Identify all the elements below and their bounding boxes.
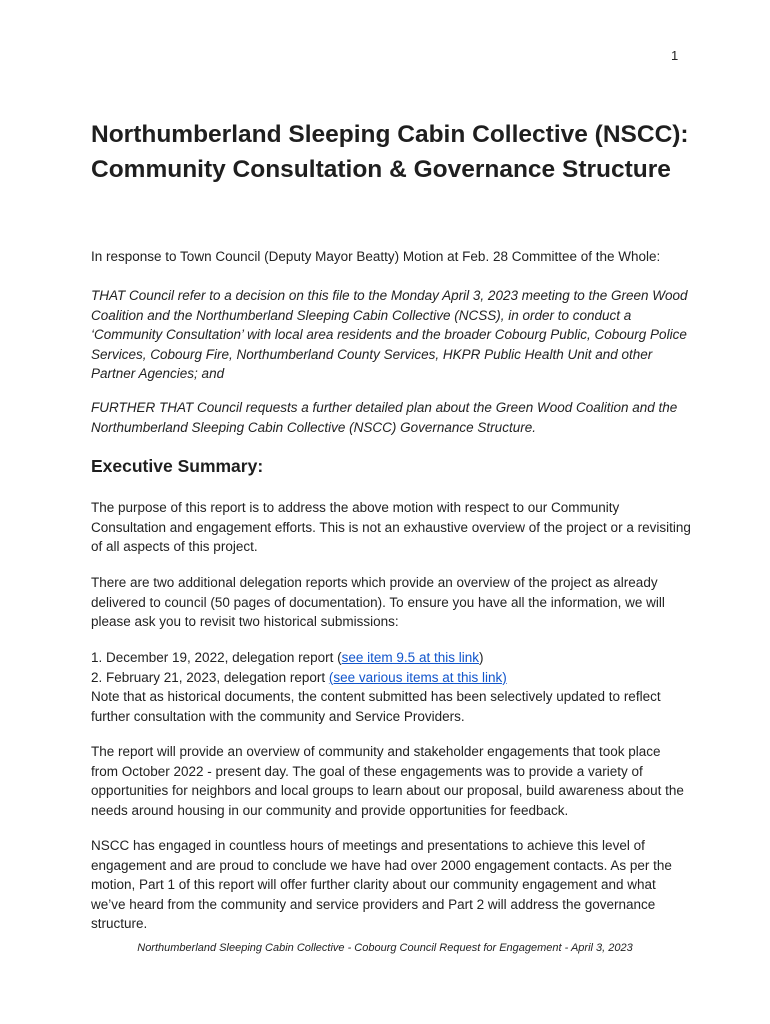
list-item-2-text: 2. February 21, 2023, delegation report [91,669,329,685]
list-item-1-close: ) [478,650,484,665]
intro-paragraph: In response to Town Council (Deputy Mayor Beatty) Motion at Feb. 28 Committee of the Whole: [91,249,661,264]
summary-paragraph-1: The purpose of this report is to address the above motion with respect to our Community Consultation and engagement efforts. This is not an exhaustive overview of the project or a revisiting of all aspects of this project. [91,500,691,554]
document-title: Northumberland Sleeping Cabin Collective (NSCC): Community Consultation & Governance Structure [91,121,689,183]
list-item [91,668,691,688]
executive-summary-heading: Executive Summary: [91,456,264,476]
page-footer: Northumberland Sleeping Cabin Collective - Cobourg Council Request for Engagement - April 3, 2023 [137,942,633,954]
motion-paragraph-2: FURTHER THAT Council requests a further detailed plan about the Green Wood Coalition and the Northumberland Sleeping Cabin Collective (NSCC) Governance Structure. [91,400,678,435]
various-items-link[interactable]: (see various items at this link) [328,669,507,685]
summary-paragraph-2: There are two additional delegation reports which provide an overview of the project as already delivered to council (50 pages of documentation). To ensure you have all the information, we will please ask you to revisit two historical submissions: [91,575,665,629]
item-9-5-link[interactable]: see item 9.5 at this link [341,650,479,665]
historical-note: Note that as historical documents, the content submitted has been selectively updated to reflect further consultation with the community and Service Providers. [91,689,661,724]
motion-paragraph-1: THAT Council refer to a decision on this file to the Monday April 3, 2023 meeting to the Green Wood Coalition and the Northumberland Sleeping Cabin Collective (NCSS), in order to conduct a ‘Community Consultation’ with local area residents and the broader Cobourg Public, Cobourg Police Services, Cobourg Fire, Northumberland County Services, HKPR Public Health Unit and other Partner Agencies; and [91,288,688,381]
page-number: 1 [671,48,679,63]
list-item-1-text: 1. December 19, 2022, delegation report ( [91,650,342,665]
list-item [91,648,691,668]
summary-paragraph-4: NSCC has engaged in countless hours of meetings and presentations to achieve this level of engagement and are proud to conclude we have had over 2000 engagement contacts. As per the motion, Part 1 of this report will offer further clarity about our community engagement and what we’ve heard from the community and service providers and Part 2 will address the governance structure. [91,838,672,931]
summary-paragraph-3: The report will provide an overview of community and stakeholder engagements that took place from October 2022 - present day. The goal of these engagements was to provide a variety of opportunities for neighbors and local groups to learn about our proposal, build awareness about the needs around housing in our community and provide opportunities for feedback. [91,744,684,818]
historical-submissions-list [91,648,691,726]
